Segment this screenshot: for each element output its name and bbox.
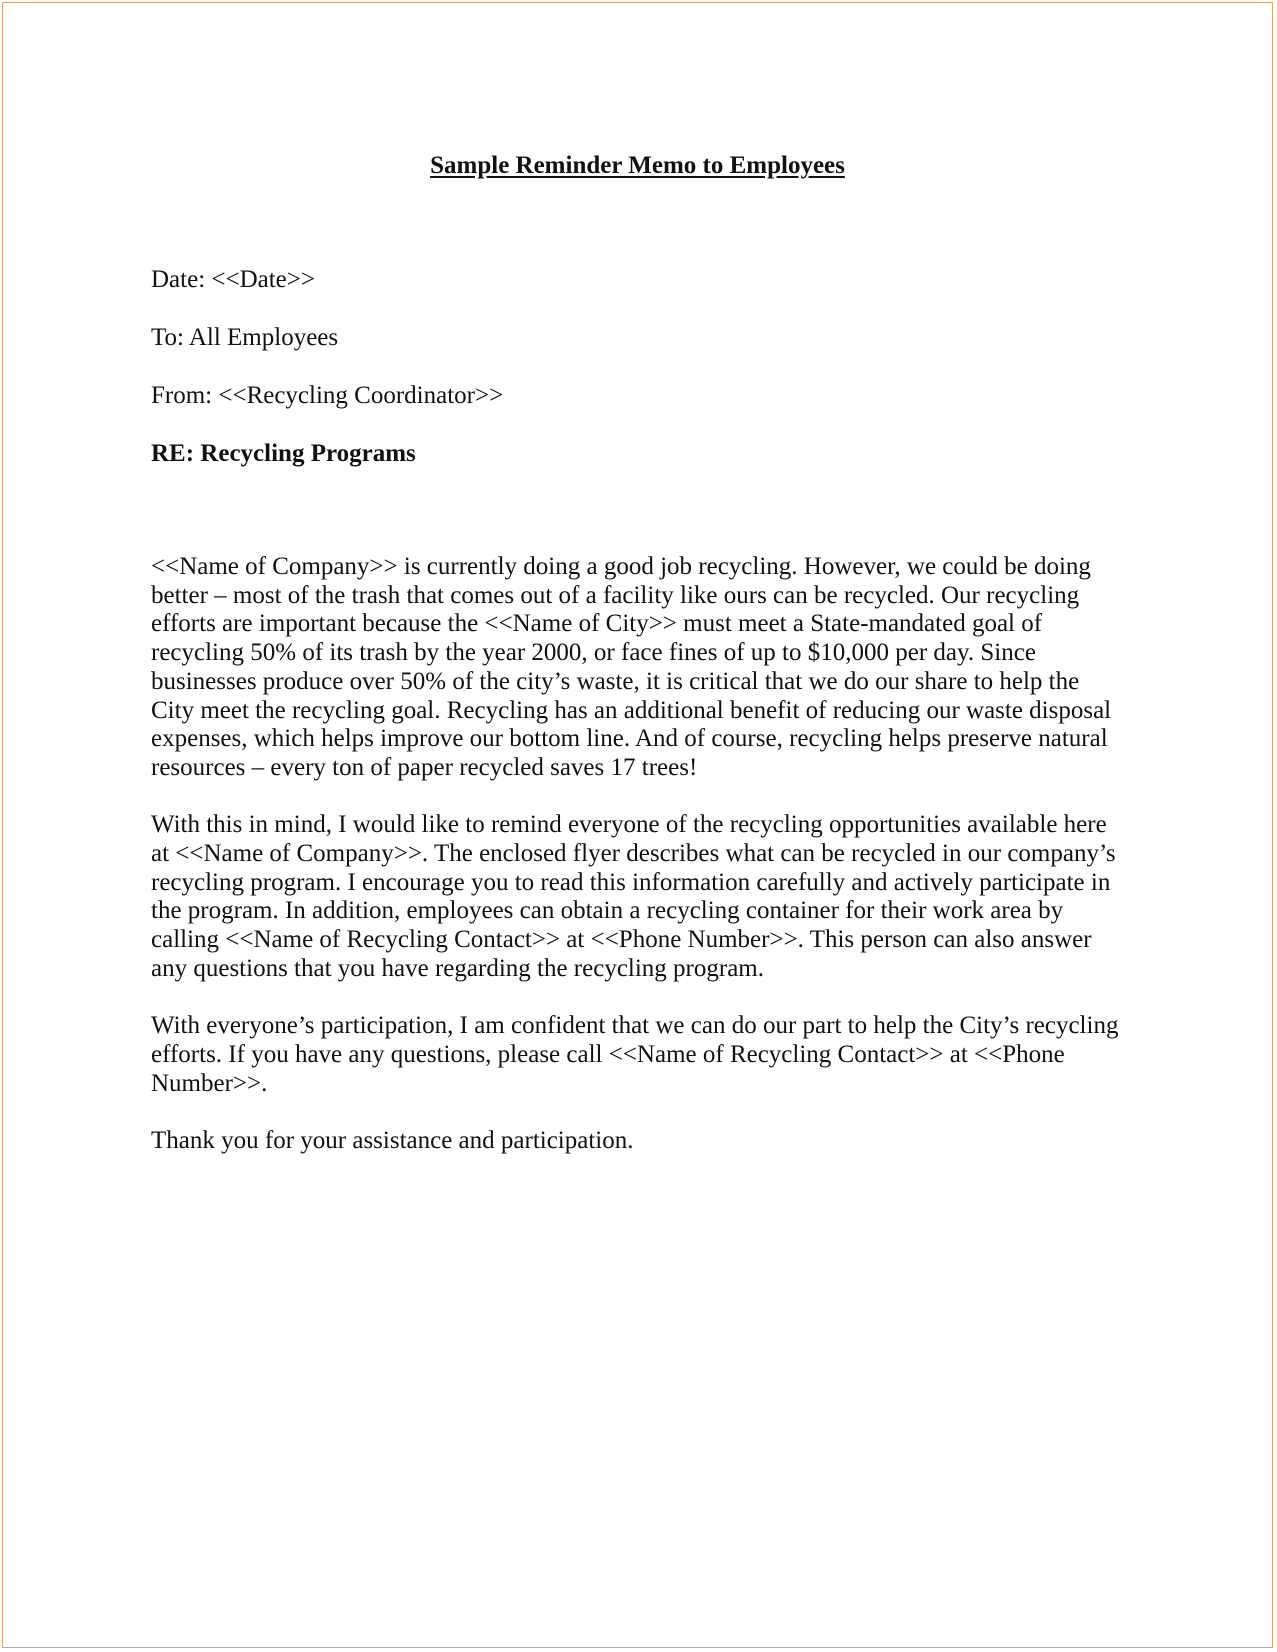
paragraph-intro	[151, 553, 1131, 783]
text-line: any questions that you have regarding the recycling program.	[151, 954, 765, 982]
paragraph-opportunities	[151, 811, 1131, 983]
memo-title: Sample Reminder Memo to Employees	[430, 152, 845, 179]
text-line: expenses, which helps improve our bottom line. And of course, recycling helps preserve natural	[151, 725, 1108, 753]
text-line: efforts are important because the <<Name of City>> must meet a State-mandated goal of	[151, 610, 1043, 638]
text-line: businesses produce over 50% of the city’s waste, it is critical that we do our share to help the	[151, 667, 1080, 695]
memo-subject-line: RE: Recycling Programs	[151, 440, 416, 467]
paragraph-thanks	[151, 1127, 1131, 1156]
text-line: Number>>.	[151, 1069, 268, 1097]
memo-date-line: Date: <<Date>>	[151, 266, 315, 293]
text-line: better – most of the trash that comes out of a facility like ours can be recycled. Our recycling	[151, 581, 1080, 609]
text-line: calling <<Name of Recycling Contact>> at <<Phone Number>>. This person can also answer	[151, 926, 1092, 954]
text-line: recycling program. I encourage you to read this information carefully and actively participate in	[151, 868, 1111, 896]
text-line: recycling 50% of its trash by the year 2000, or face fines of up to $10,000 per day. Since	[151, 639, 1036, 667]
memo-to-line: To: All Employees	[151, 324, 339, 351]
text-line: With this in mind, I would like to remind everyone of the recycling opportunities available here	[151, 811, 1107, 839]
paragraph-participation	[151, 1012, 1131, 1098]
text-line: efforts. If you have any questions, please call <<Name of Recycling Contact>> at <<Phone	[151, 1040, 1065, 1068]
text-line: at <<Name of Company>>. The enclosed flyer describes what can be recycled in our company’s	[151, 840, 1116, 868]
text-line: Thank you for your assistance and participation.	[151, 1127, 634, 1155]
text-line: <<Name of Company>> is currently doing a good job recycling. However, we could be doing	[151, 553, 1091, 580]
text-line: the program. In addition, employees can obtain a recycling container for their work area by	[151, 897, 1064, 925]
memo-body	[151, 553, 1131, 1184]
text-line: City meet the recycling goal. Recycling has an additional benefit of reducing our waste disposal	[151, 696, 1112, 724]
text-line: resources – every ton of paper recycled saves 17 trees!	[151, 753, 698, 781]
memo-from-line: From: <<Recycling Coordinator>>	[151, 382, 504, 409]
text-line: With everyone’s participation, I am confident that we can do our part to help the City’s recycling	[151, 1012, 1119, 1040]
